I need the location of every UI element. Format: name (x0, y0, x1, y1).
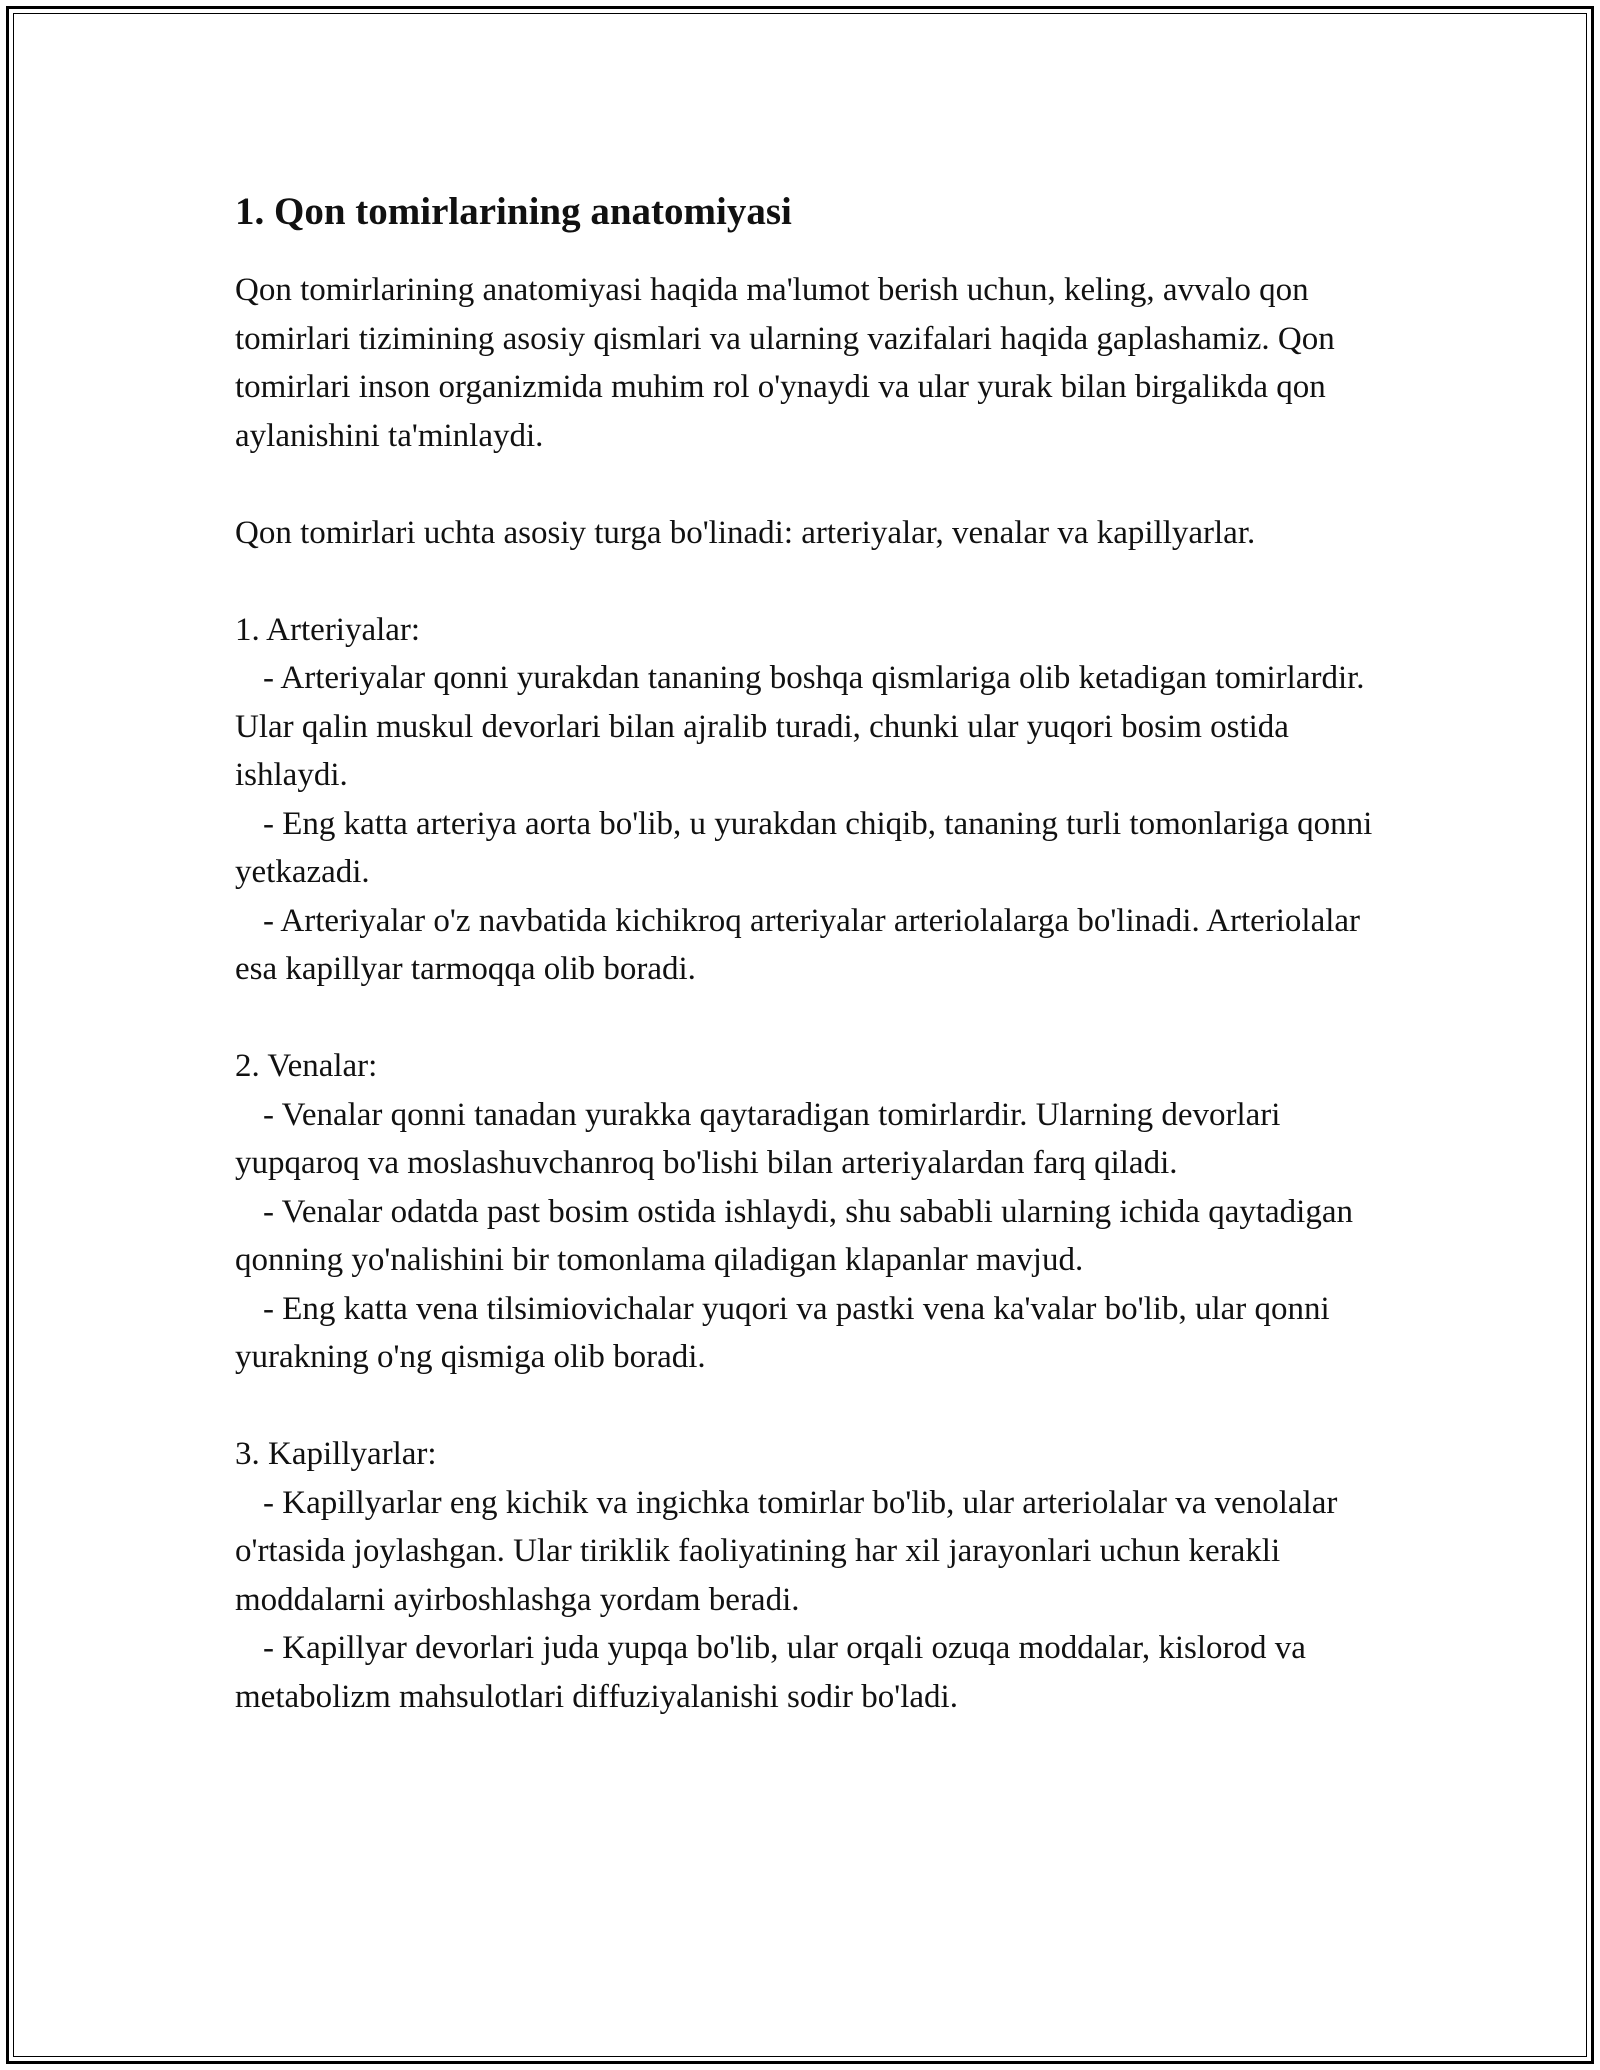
paragraph-spacer (235, 1382, 1405, 1431)
bullet-item: - Arteriyalar qonni yurakdan tananing boshqa qismlariga olib ketadigan tomirlardir. Ular qalin muskul devorlari bilan ajralib turadi, chunki ular yuqori bosim ostida ishlaydi. (235, 660, 1365, 793)
section-kapillyarlar (235, 1430, 1405, 1721)
bullet-item: - Venalar qonni tanadan yurakka qaytaradigan tomirlardir. Ularning devorlari yupqaroq va moslashuvchanroq bo'lishi bilan arteriyalardan farq qiladi. (235, 1096, 1281, 1181)
intro-paragraph: Qon tomirlari uchta asosiy turga bo'linadi: arteriyalar, venalar va kapillyarlar. (235, 514, 1256, 551)
section-heading: 1. Arteriyalar: (235, 611, 421, 648)
paragraph-spacer (235, 460, 1405, 509)
section-heading: 2. Venalar: (235, 1048, 378, 1084)
paragraph-spacer (235, 557, 1405, 606)
bullet-item: - Eng katta vena tilsimiovichalar yuqori va pastki vena ka'valar bo'lib, ular qonni yurakning o'ng qismiga olib boradi. (235, 1290, 1330, 1375)
bullet-item: - Kapillyar devorlari juda yupqa bo'lib, ular orqali ozuqa moddalar, kislorod va metabolizm mahsulotlari diffuziyalanishi sodir bo'ladi. (235, 1630, 1306, 1715)
bullet-item: - Venalar odatda past bosim ostida ishlaydi, shu sababli ularning ichida qaytadigan qonning yo'nalishini bir tomonlama qiladigan klapanlar mavjud. (235, 1193, 1353, 1278)
document-title: 1. Qon tomirlarining anatomiyasi (235, 190, 792, 233)
document-body (235, 186, 1405, 1721)
bullet-item: - Eng katta arteriya aorta bo'lib, u yurakdan chiqib, tananing turli tomonlariga qonni yetkazadi. (235, 805, 1373, 890)
bullet-item: - Arteriyalar o'z navbatida kichikroq arteriyalar arteriolalarga bo'linadi. Arteriolalar esa kapillyar tarmoqqa olib boradi. (235, 902, 1361, 987)
section-heading: 3. Kapillyarlar: (235, 1436, 437, 1472)
bullet-item: - Kapillyarlar eng kichik va ingichka tomirlar bo'lib, ular arteriolalar va venolalar o'rtasida joylashgan. Ular tiriklik faoliyatining har xil jarayonlari uchun kerakli moddalarni ayirboshlashga yordam beradi. (235, 1484, 1338, 1618)
section-arteriyalar (235, 606, 1405, 994)
section-venalar (235, 1042, 1405, 1382)
intro-paragraph: Qon tomirlarining anatomiyasi haqida ma'lumot berish uchun, keling, avvalo qon tomirlari tizimining asosiy qismlari va ularning vazifalari haqida gaplashamiz. Qon tomirlari inson organizmida muhim rol o'ynaydi va ular yurak bilan birgalikda qon aylanishini ta'minlaydi. (235, 272, 1343, 454)
paragraph-spacer (235, 994, 1405, 1043)
